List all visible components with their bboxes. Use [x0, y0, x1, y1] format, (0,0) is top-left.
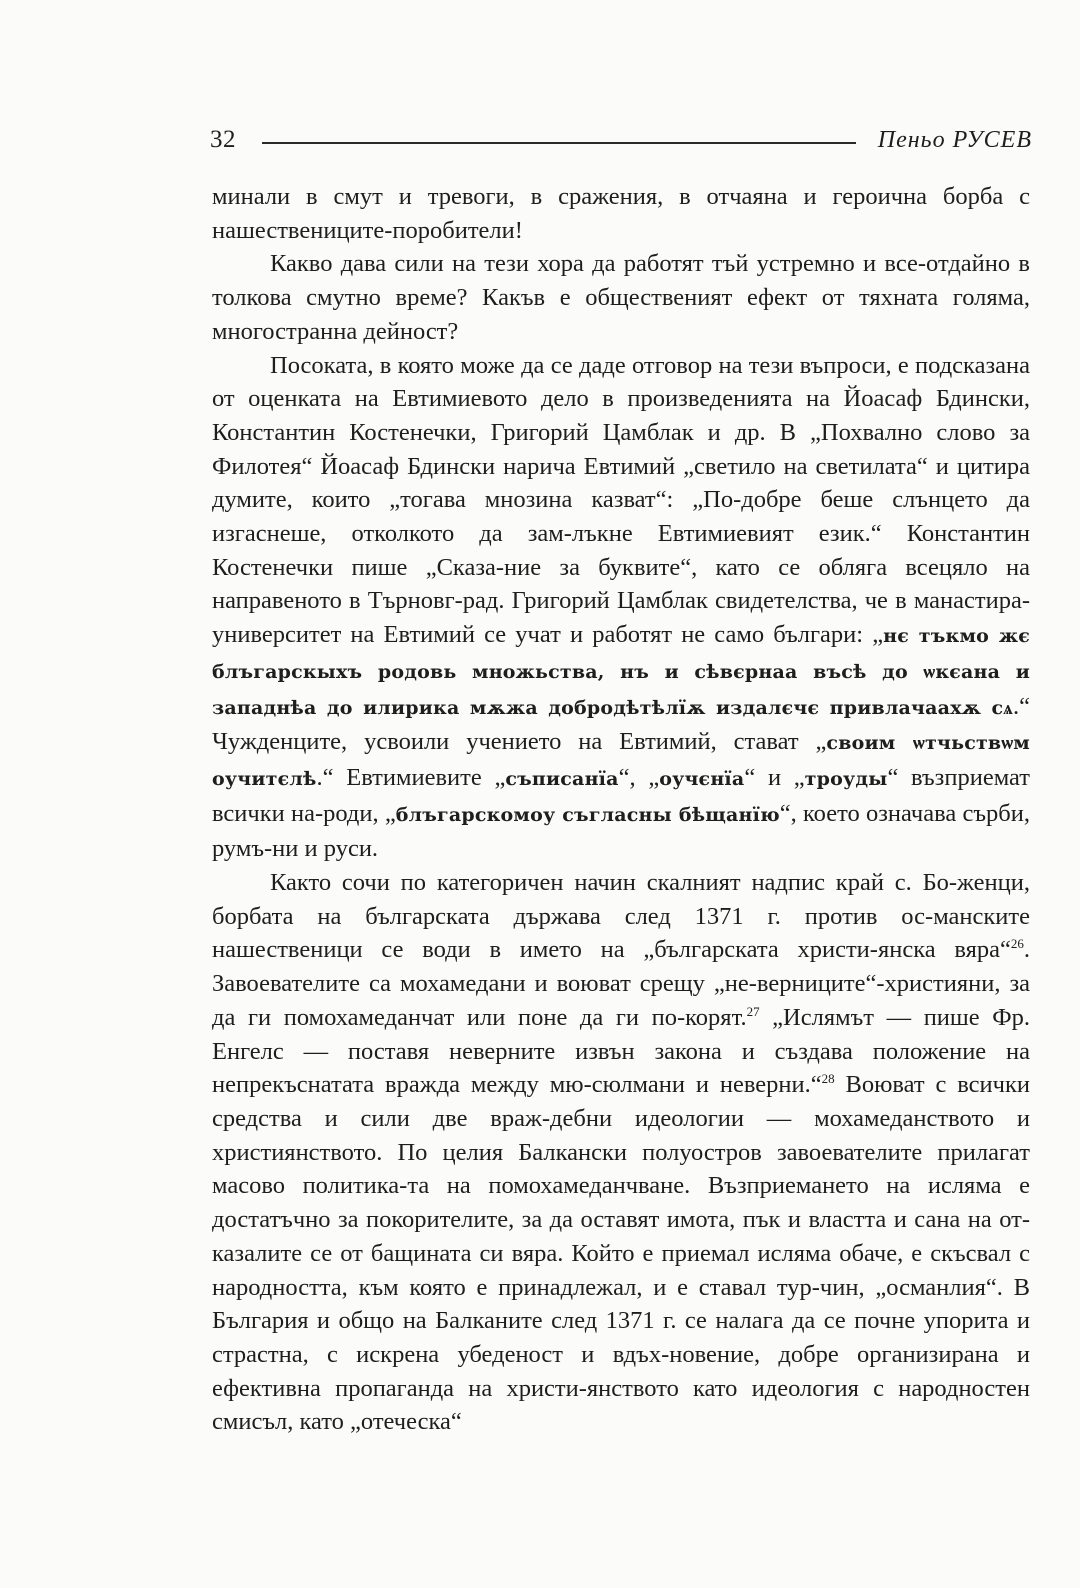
paragraph-3-text: Посоката, в която може да се даде отговор на тези въпроси, е подсказана от оценката на Евтимиевото дело в произведенията на Йоасаф Бдински, Константин Костенечки, Григорий Цамблак и др. В „Похвално слово за Филотея“ Йоасаф Бдински нарича Евтимий „светило на светилата“ и цитира думите, които „тогава мнозина казват“: „По-добре беше слънцето да изгаснеше, отколкото да зам-лъкне Евтимиевият език.“ Константин Костенечки пише „Сказа-ние за буквите“, като се обляга всецяло на направеното в Търновг-рад. Григорий Цамблак свидетелства, че в манастира-университет на Евтимий се учат и работят не само българи: „	[212, 351, 1030, 649]
paragraph-2: Какво дава сили на тези хора да работят тъй устремно и все-отдайно в толкова смутно време? Какъв е общественият ефект от тяхната голяма, многостранна дейност?	[212, 250, 1030, 345]
paragraph-3-text: “, „	[618, 763, 660, 791]
text-block	[212, 180, 1030, 1439]
paragraph-3-text: “ и „	[744, 763, 805, 791]
paragraph-3-text: .“ Чужденците, усвоили учението на Евтимий, стават „	[212, 692, 1030, 756]
page-header	[210, 120, 1032, 160]
page-number: 32	[210, 126, 236, 153]
paragraph-4-text: Воюват с всички средства и сили две враж-дебни идеологии — мохамеданството и християнството. По целия Балкански полуостров завоевателите прилагат масово политика-та на помохамеданчване. Възприемането на исляма е достатъчно за покорителите, за да оставят имота, пък и властта и сана на от-казалите се от бащината си вяра. Който е приемал исляма обаче, е скъсвал с народността, към която е принадлежал, и е ставал тур-чин, „османлия“. В България и общо на Балканите след 1371 г. се налага да се почне упорита и страстна, с искрена убеденост и вдъх-новение, добре организирана и ефективна пропаганда на христи-янството като идеология с народностен смисъл, като „отеческа“	[212, 1071, 1030, 1436]
paragraph-4-text: . Завоевателите са мохамедани и воюват срещу „не-верниците“-християни, за да ги помохамеданчат или поне да ги по-корят.	[212, 936, 1030, 1031]
paragraph-3-text: “ възприемат всички на-роди, „	[212, 763, 1030, 827]
footnote-marker: 28	[821, 1071, 835, 1087]
paragraph-4-text: „Ислямът — пише Фр. Енгелс — поставя неверните извън закона и създава положение на непрекъснатата вражда между мю-сюлмани и неверни.“	[212, 1003, 1030, 1099]
paragraph-1: минали в смут и тревоги, в сражения, в отчаяна и героична борба с нашествениците-поробители!	[212, 183, 1030, 244]
church-slavonic-quote: съписанїа	[505, 767, 619, 790]
paragraph-4-text: Както сочи по категоричен начин скалният надпис край с. Бо-женци, борбата на българската държава след 1371 г. против ос-манските нашественици се води в името на „българската христи-янска вяра“	[212, 869, 1030, 964]
paragraph-3	[212, 349, 1030, 867]
header-rule	[262, 142, 856, 144]
paragraph-3-text: “, което означава сърби, румъ-ни и руси.	[212, 799, 1030, 863]
paragraph-4	[212, 866, 1030, 1439]
church-slavonic-quote: нє тъкмо жє блъгарскыхъ родовь множьства, нъ и сѣвєрнаа въсѣ до ѡкєана и западнѣа до илирика мѫжа добродѣтѣлїѫ издалєчє привлачаахѫ сѧ	[212, 625, 1031, 719]
church-slavonic-quote: своим ѡтчьствѡм оучитєлѣ	[212, 732, 1030, 790]
church-slavonic-quote: троуды	[804, 767, 888, 790]
church-slavonic-quote: блъгарскомоу съгласны бѣщанїю	[395, 803, 780, 826]
paragraph-3-text: .“ Евтимиевите „	[316, 763, 506, 791]
footnote-marker: 26	[1010, 936, 1024, 952]
footnote-marker: 27	[746, 1003, 760, 1019]
church-slavonic-quote: оучєнїа	[659, 767, 745, 790]
running-head: Пеньо РУСЕВ	[877, 126, 1032, 153]
